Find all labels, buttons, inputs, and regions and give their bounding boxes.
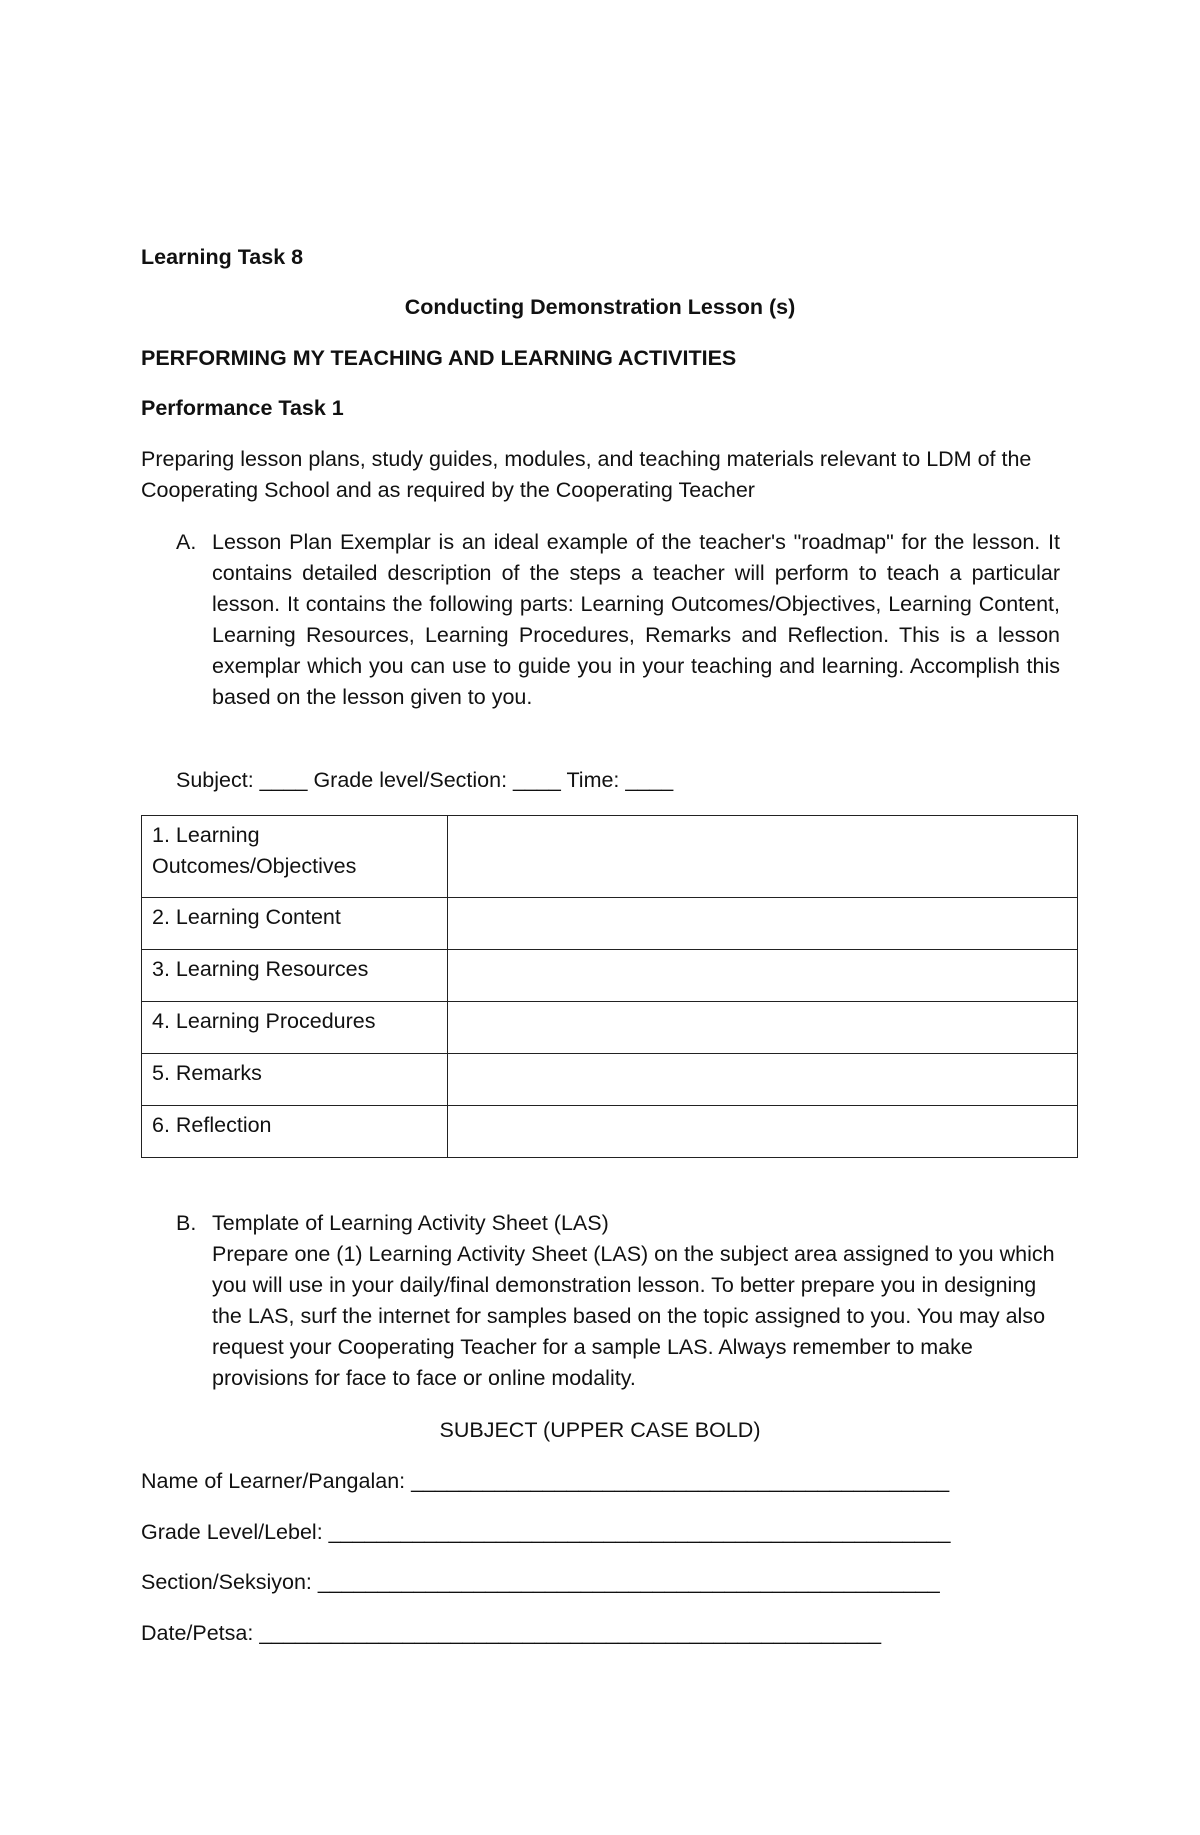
intro-paragraph: Preparing lesson plans, study guides, modules, and teaching materials relevant to LDM of the Cooperating School and as required by the Cooperating Teacher <box>141 447 1032 502</box>
table-row <box>142 950 1078 1002</box>
grade-level-field: Grade Level/Lebel: ____________________________________________________ <box>141 1520 951 1544</box>
las-heading: Template of Learning Activity Sheet (LAS) <box>212 1211 609 1235</box>
lesson-plan-description: Lesson Plan Exemplar is an ideal example of the teacher's "roadmap" for the lesson. It contains detailed description of the steps a teacher will perform to teach a particular lesson. It contains the following parts: Learning Outcomes/Objectives, Learning Content, Learning Resources, Learning Procedures, Remarks and Reflection. This is a lesson exemplar which you can use to guide you in your teaching and learning. Accomplish this based on the lesson given to you. <box>212 530 1060 709</box>
table-value-cell[interactable] <box>448 1106 1078 1158</box>
table-value-cell[interactable] <box>448 816 1078 898</box>
section-heading: PERFORMING MY TEACHING AND LEARNING ACTIVITIES <box>141 346 737 370</box>
las-description: Prepare one (1) Learning Activity Sheet (LAS) on the subject area assigned to you which you will use in your daily/final demonstration lesson. To better prepare you in designing the LAS, surf the internet for samples based on the topic assigned to you. You may also request your Cooperating Teacher for a sample LAS. Always remember to make provisions for face to face or online modality. <box>212 1242 1055 1390</box>
table-value-cell[interactable] <box>448 950 1078 1002</box>
date-field: Date/Petsa: ____________________________________________________ <box>141 1621 882 1645</box>
list-marker-a: A. <box>176 530 197 554</box>
list-item-a <box>176 527 1060 713</box>
task-label: Learning Task 8 <box>141 245 304 269</box>
learner-name-field: Name of Learner/Pangalan: _____________________________________________ <box>141 1469 950 1493</box>
table-label-cell: 3. Learning Resources <box>142 950 448 1002</box>
table-row <box>142 1002 1078 1054</box>
table-row <box>142 1106 1078 1158</box>
table-label-cell: 6. Reflection <box>142 1106 448 1158</box>
performance-task-heading: Performance Task 1 <box>141 396 344 420</box>
las-block <box>212 1208 1060 1394</box>
table-label-cell: 2. Learning Content <box>142 898 448 950</box>
table-label-cell: 4. Learning Procedures <box>142 1002 448 1054</box>
las-subject-title: SUBJECT (UPPER CASE BOLD) <box>439 1418 761 1442</box>
table-value-cell[interactable] <box>448 898 1078 950</box>
table-label-cell: 1. Learning Outcomes/Objectives <box>142 816 448 898</box>
lesson-plan-table <box>141 815 1078 1158</box>
table-value-cell[interactable] <box>448 1002 1078 1054</box>
section-field: Section/Seksiyon: ____________________________________________________ <box>141 1570 940 1594</box>
subject-grade-time-line: Subject: ____ Grade level/Section: ____ Time: ____ <box>176 768 674 792</box>
list-item-b <box>176 1208 1060 1394</box>
table-row <box>142 1054 1078 1106</box>
page-title: Conducting Demonstration Lesson (s) <box>404 295 796 319</box>
table-value-cell[interactable] <box>448 1054 1078 1106</box>
table-row <box>142 816 1078 898</box>
list-marker-b: B. <box>176 1211 197 1235</box>
table-row <box>142 898 1078 950</box>
table-label-cell: 5. Remarks <box>142 1054 448 1106</box>
